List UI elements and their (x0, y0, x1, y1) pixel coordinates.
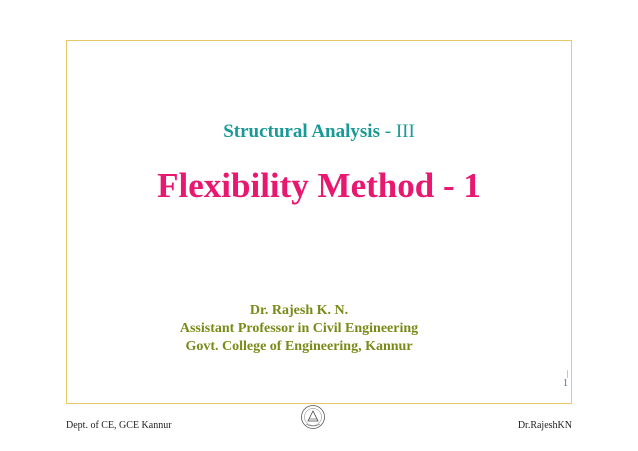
subtitle-separator: - (379, 121, 396, 142)
subtitle-suffix: III (395, 121, 415, 142)
subtitle-main: Structural Analysis (223, 121, 380, 142)
footer-author: Dr.RajeshKN (517, 420, 572, 431)
author-institution: Govt. College of Engineering, Kannur (185, 339, 413, 354)
author-name: Dr. Rajesh K. N. (249, 303, 349, 318)
college-emblem-icon (300, 404, 326, 430)
page-number-tick (567, 370, 568, 378)
slide-subtitle (0, 121, 638, 143)
slide-title: Flexibility Method - 1 (157, 166, 481, 205)
author-position: Assistant Professor in Civil Engineering (179, 321, 419, 336)
page-number: 1 (563, 378, 568, 389)
footer-department: Dept. of CE, GCE Kannur (66, 420, 172, 431)
author-block (0, 302, 598, 356)
